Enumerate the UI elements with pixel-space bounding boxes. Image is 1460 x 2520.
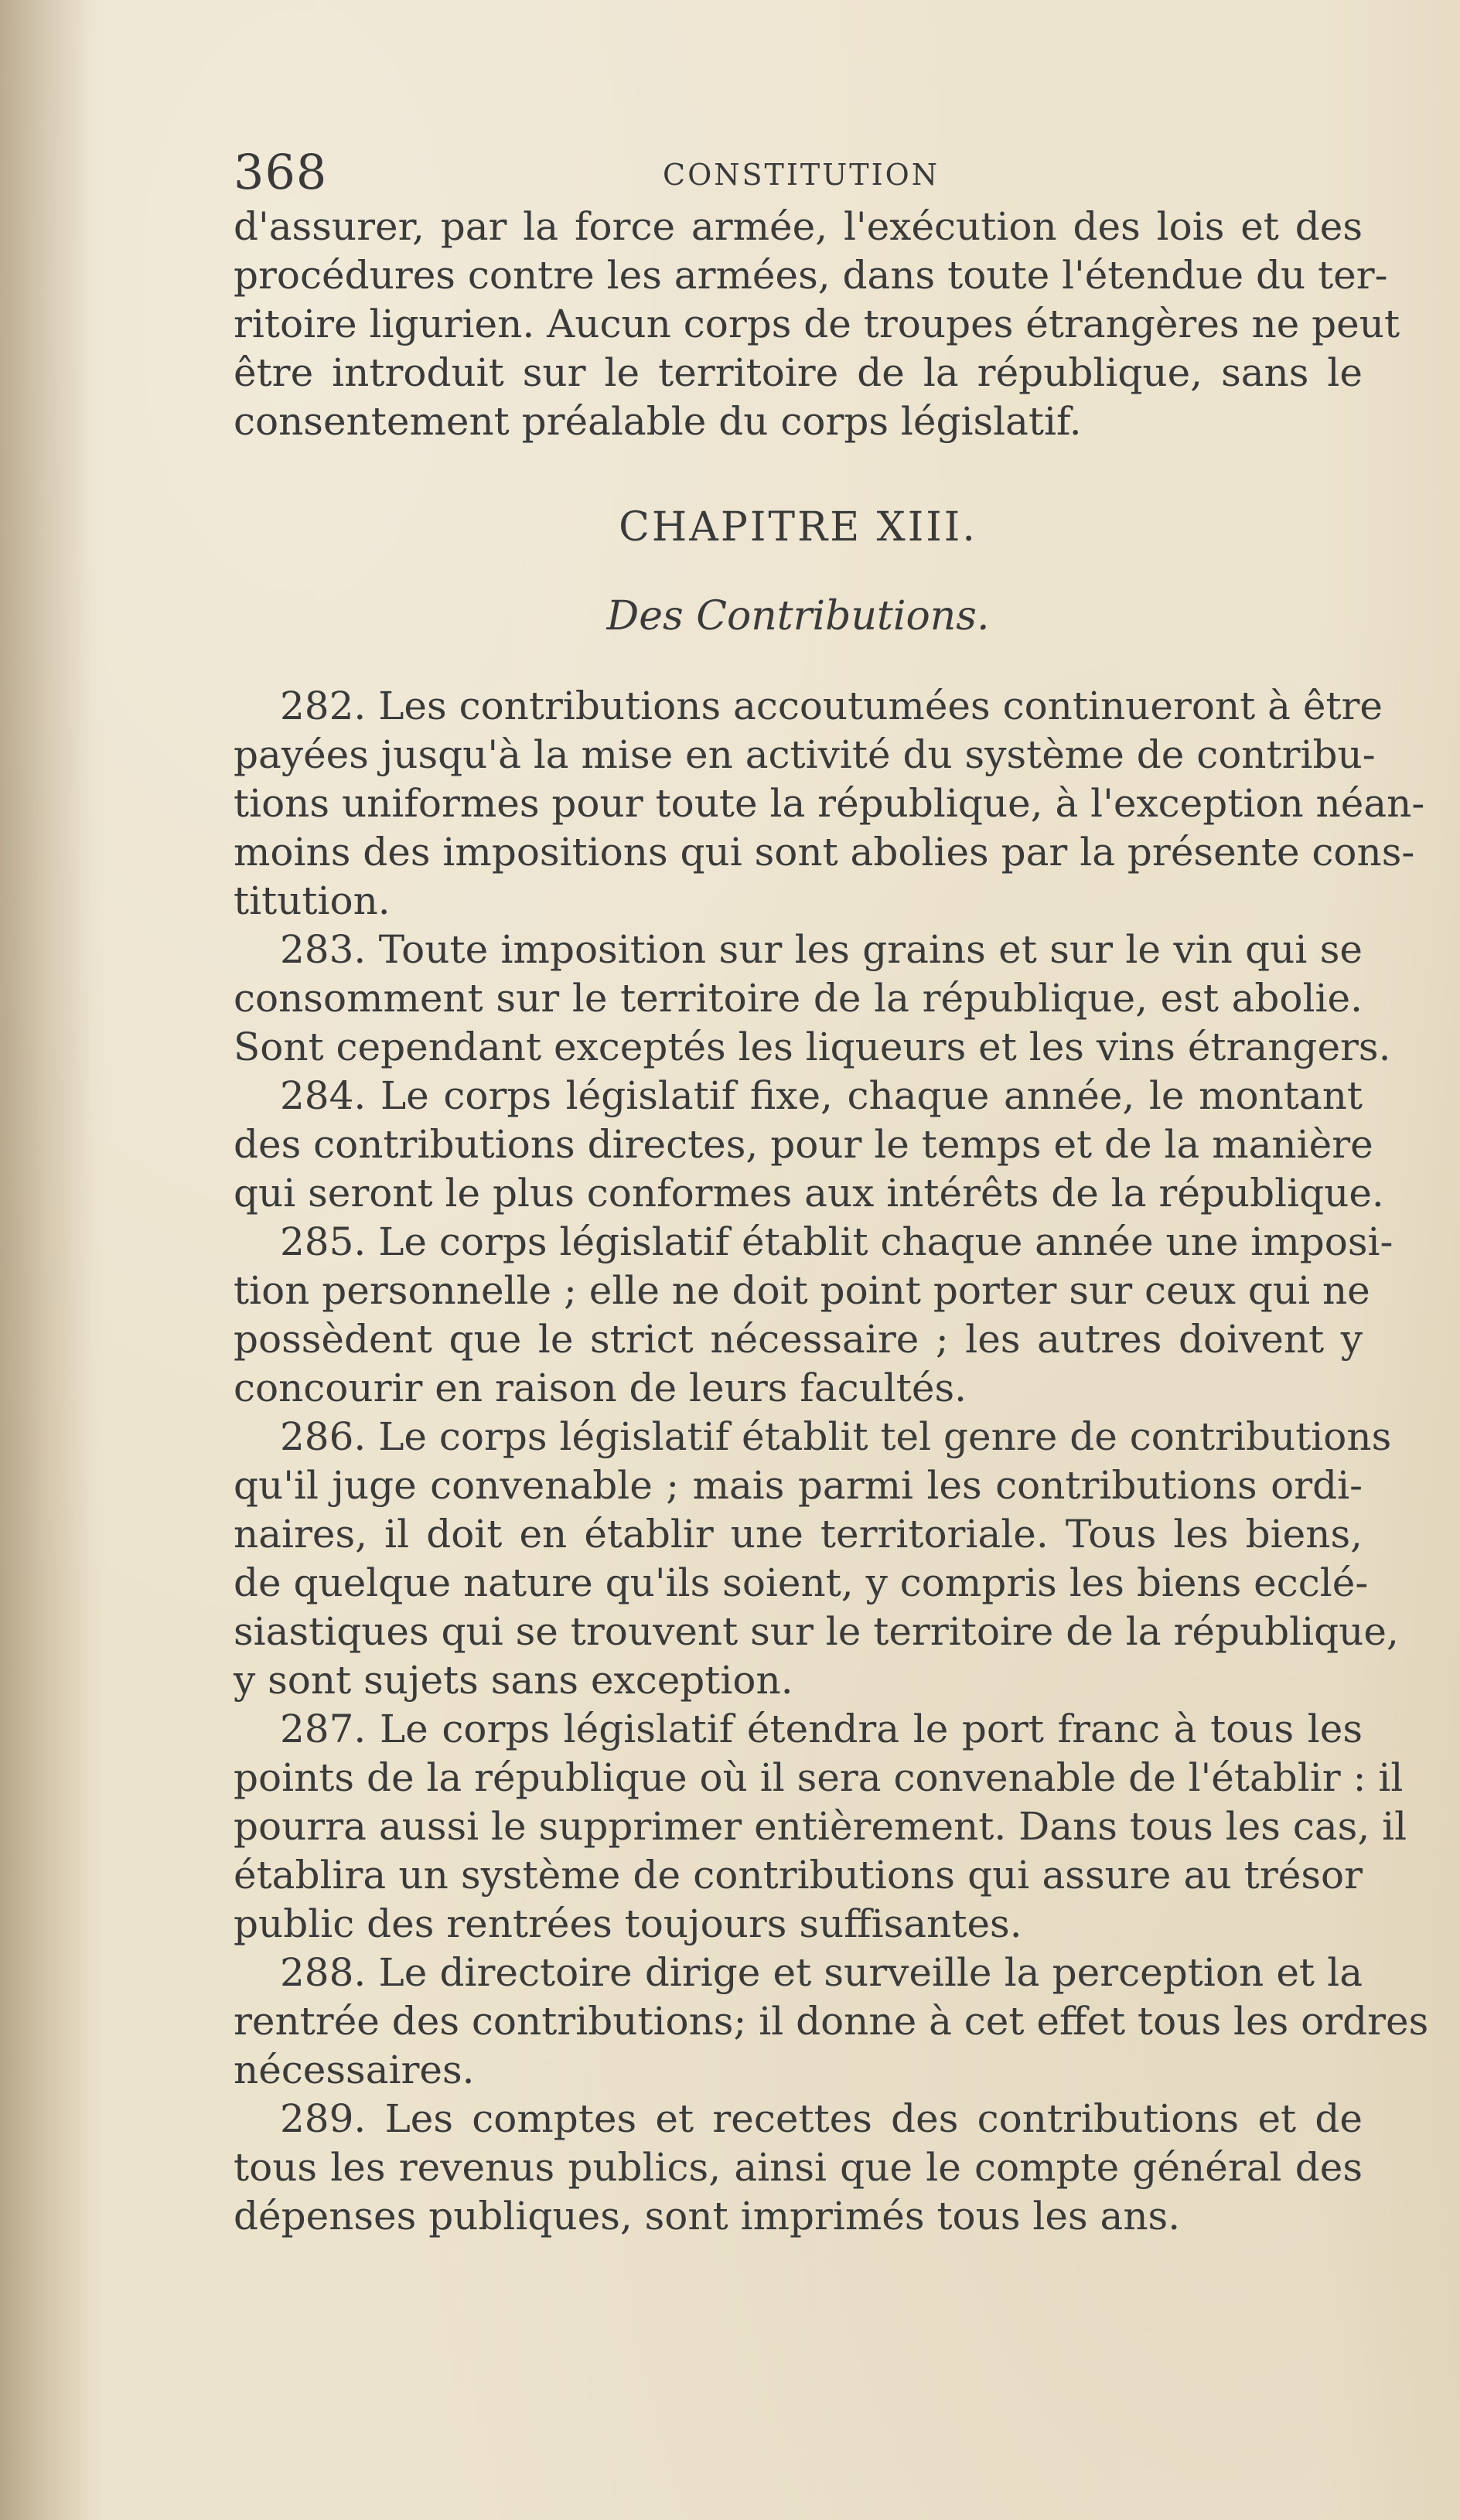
chapter-subtitle: Des Contributions.	[606, 593, 990, 639]
text-line: tion personnelle ; elle ne doit point porter sur ceux qui ne	[234, 1268, 1370, 1313]
body-text	[234, 203, 1429, 2241]
text-line: siastiques qui se trouvent sur le territoire de la république,	[234, 1609, 1399, 1654]
article-282	[234, 682, 1425, 926]
text-line: public des rentrées toujours suffisantes.	[234, 1901, 1022, 1946]
article-288	[234, 1949, 1429, 2095]
text-line: 289. Les comptes et recettes des contributions et de	[280, 2096, 1363, 2141]
text-line: naires, il doit en établir une territoriale. Tous les biens,	[234, 1512, 1363, 1557]
text-line: consomment sur le territoire de la république, est abolie.	[234, 976, 1363, 1021]
text-line: d'assurer, par la force armée, l'exécution des lois et des	[234, 204, 1363, 249]
gutter-shadow	[0, 0, 93, 2520]
article-289	[234, 2095, 1363, 2241]
text-line: dépenses publiques, sont imprimés tous les ans.	[234, 2194, 1181, 2239]
text-line: de quelque nature qu'ils soient, y compris les biens ecclé-	[234, 1560, 1369, 1605]
chapter-title: CHAPITRE XIII.	[619, 504, 977, 551]
text-line: 283. Toute imposition sur les grains et sur le vin qui se	[280, 927, 1363, 972]
text-line: tous les revenus publics, ainsi que le compte général des	[234, 2145, 1363, 2190]
text-line: rentrée des contributions; il donne à cet effet tous les ordres	[234, 1999, 1429, 2044]
text-line: 285. Le corps législatif établit chaque année une imposi-	[280, 1219, 1393, 1264]
article-285	[234, 1218, 1393, 1413]
text-line: points de la république où il sera convenable de l'établir : il	[234, 1755, 1404, 1800]
article-283	[234, 926, 1391, 1072]
page-number: 368	[234, 144, 328, 200]
text-line: pourra aussi le supprimer entièrement. Dans tous les cas, il	[234, 1804, 1407, 1849]
text-line: payées jusqu'à la mise en activité du système de contribu-	[234, 732, 1376, 777]
text-line: 286. Le corps législatif établit tel genre de contributions	[280, 1414, 1392, 1459]
running-title: CONSTITUTION	[663, 158, 940, 192]
text-line: y sont sujets sans exception.	[234, 1658, 793, 1703]
text-line: qui seront le plus conformes aux intérêts de la république.	[234, 1171, 1384, 1216]
text-line: des contributions directes, pour le temps et de la manière	[234, 1122, 1373, 1167]
text-line: 288. Le directoire dirige et surveille la perception et la	[280, 1950, 1363, 1995]
article-287	[234, 1705, 1407, 1949]
text-line: possèdent que le strict nécessaire ; les autres doivent y	[234, 1317, 1363, 1362]
text-line: consentement préalable du corps législatif.	[234, 399, 1082, 444]
text-line: ritoire ligurien. Aucun corps de troupes étrangères ne peut	[234, 302, 1400, 346]
running-head	[234, 144, 1363, 200]
text-line: nécessaires.	[234, 2048, 475, 2092]
text-line: concourir en raison de leurs facultés.	[234, 1366, 967, 1410]
text-line: qu'il juge convenable ; mais parmi les contributions ordi-	[234, 1463, 1363, 1508]
text-line: être introduit sur le territoire de la république, sans le	[234, 350, 1363, 395]
text-line: titution.	[234, 878, 391, 923]
opening-paragraph	[234, 203, 1400, 446]
text-line: procédures contre les armées, dans toute l'étendue du ter-	[234, 253, 1388, 298]
text-line: 287. Le corps législatif étendra le port franc à tous les	[280, 1707, 1363, 1751]
article-284	[234, 1072, 1384, 1218]
text-line: 282. Les contributions accoutumées continueront à être	[280, 684, 1383, 728]
text-line: 284. Le corps législatif fixe, chaque année, le montant	[280, 1073, 1363, 1118]
text-line: établira un système de contributions qui assure au trésor	[234, 1853, 1363, 1898]
text-line: moins des impositions qui sont abolies par la présente cons-	[234, 830, 1415, 875]
text-line: Sont cependant exceptés les liqueurs et les vins étrangers.	[234, 1025, 1391, 1069]
article-286	[234, 1413, 1399, 1705]
text-line: tions uniformes pour toute la république, à l'exception néan-	[234, 781, 1425, 826]
